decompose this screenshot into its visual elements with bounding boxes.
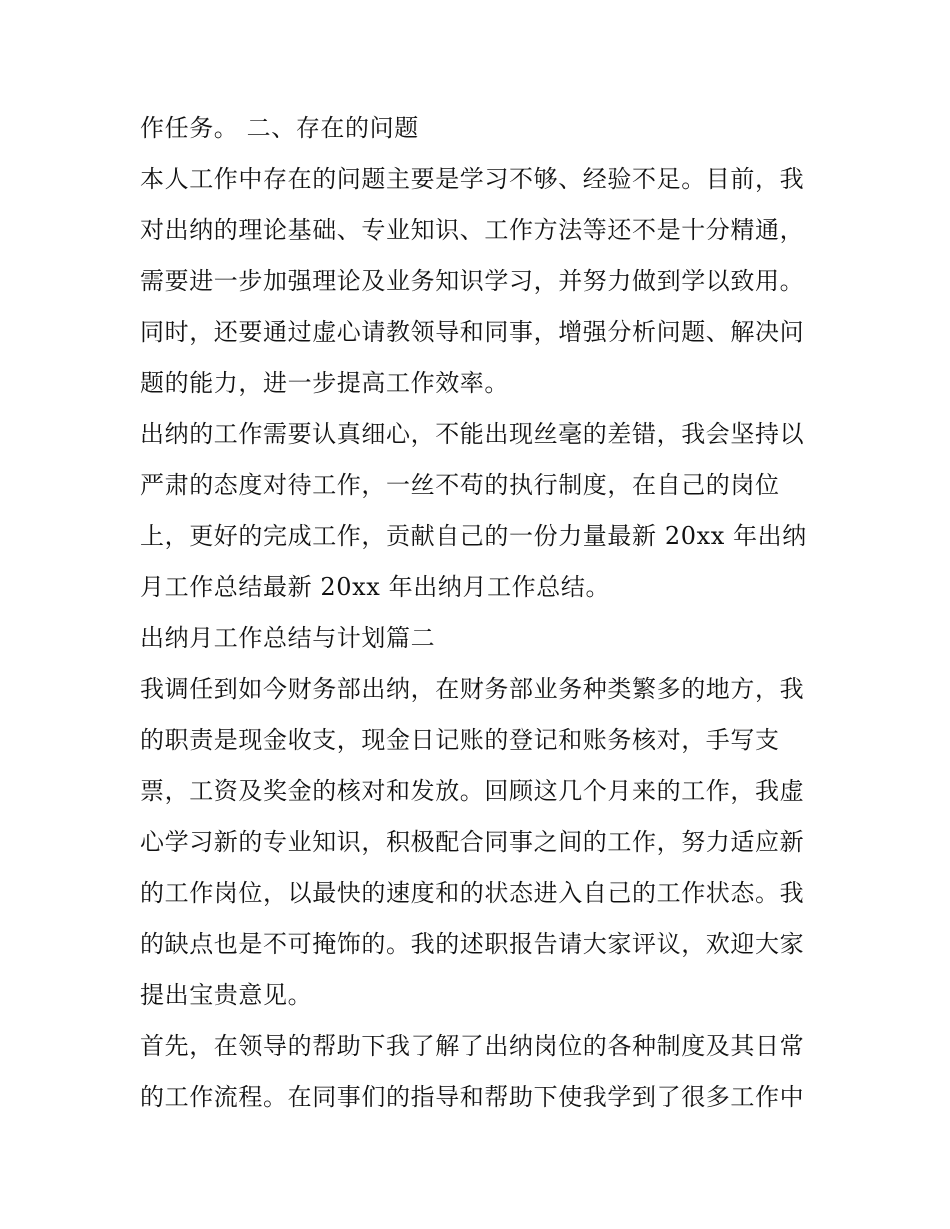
text-line: 同时，还要通过虚心请教领导和同事，增强分析问题、解决问 <box>140 318 805 346</box>
text-line: 本人工作中存在的问题主要是学习不够、经验不足。目前，我 <box>140 165 805 193</box>
text-line: 作任务。 二、存在的问题 <box>140 114 419 142</box>
text-line: 月工作总结最新 20xx 年出纳月工作总结。 <box>140 573 611 601</box>
text-line: 需要进一步加强理论及业务知识学习，并努力做到学以致用。 <box>140 267 805 295</box>
text-line: 的工作流程。在同事们的指导和帮助下使我学到了很多工作中 <box>140 1083 805 1111</box>
text-line: 票，工资及奖金的核对和发放。回顾这几个月来的工作，我虚 <box>140 777 805 805</box>
text-line: 严肃的态度对待工作，一丝不苟的执行制度，在自己的岗位 <box>140 471 780 499</box>
text-line: 心学习新的专业知识，积极配合同事之间的工作，努力适应新 <box>140 828 805 856</box>
text-line: 我调任到如今财务部出纳，在财务部业务种类繁多的地方，我 <box>140 675 805 703</box>
text-line: 的工作岗位，以最快的速度和的状态进入自己的工作状态。我 <box>140 879 805 907</box>
text-line: 提出宝贵意见。 <box>140 981 313 1009</box>
text-line: 的缺点也是不可掩饰的。我的述职报告请大家评议，欢迎大家 <box>140 930 805 958</box>
text-line: 题的能力，进一步提高工作效率。 <box>140 369 509 397</box>
text-line: 对出纳的理论基础、专业知识、工作方法等还不是十分精通， <box>140 216 805 244</box>
text-line: 的职责是现金收支，现金日记账的登记和账务核对，手写支 <box>140 726 780 754</box>
section-heading: 出纳月工作总结与计划篇二 <box>140 624 436 652</box>
document-body <box>140 108 820 1128</box>
text-line: 首先，在领导的帮助下我了解了出纳岗位的各种制度及其日常 <box>140 1032 805 1060</box>
text-line: 上，更好的完成工作，贡献自己的一份力量最新 20xx 年出纳 <box>140 522 807 550</box>
text-line: 出纳的工作需要认真细心，不能出现丝毫的差错，我会坚持以 <box>140 420 805 448</box>
